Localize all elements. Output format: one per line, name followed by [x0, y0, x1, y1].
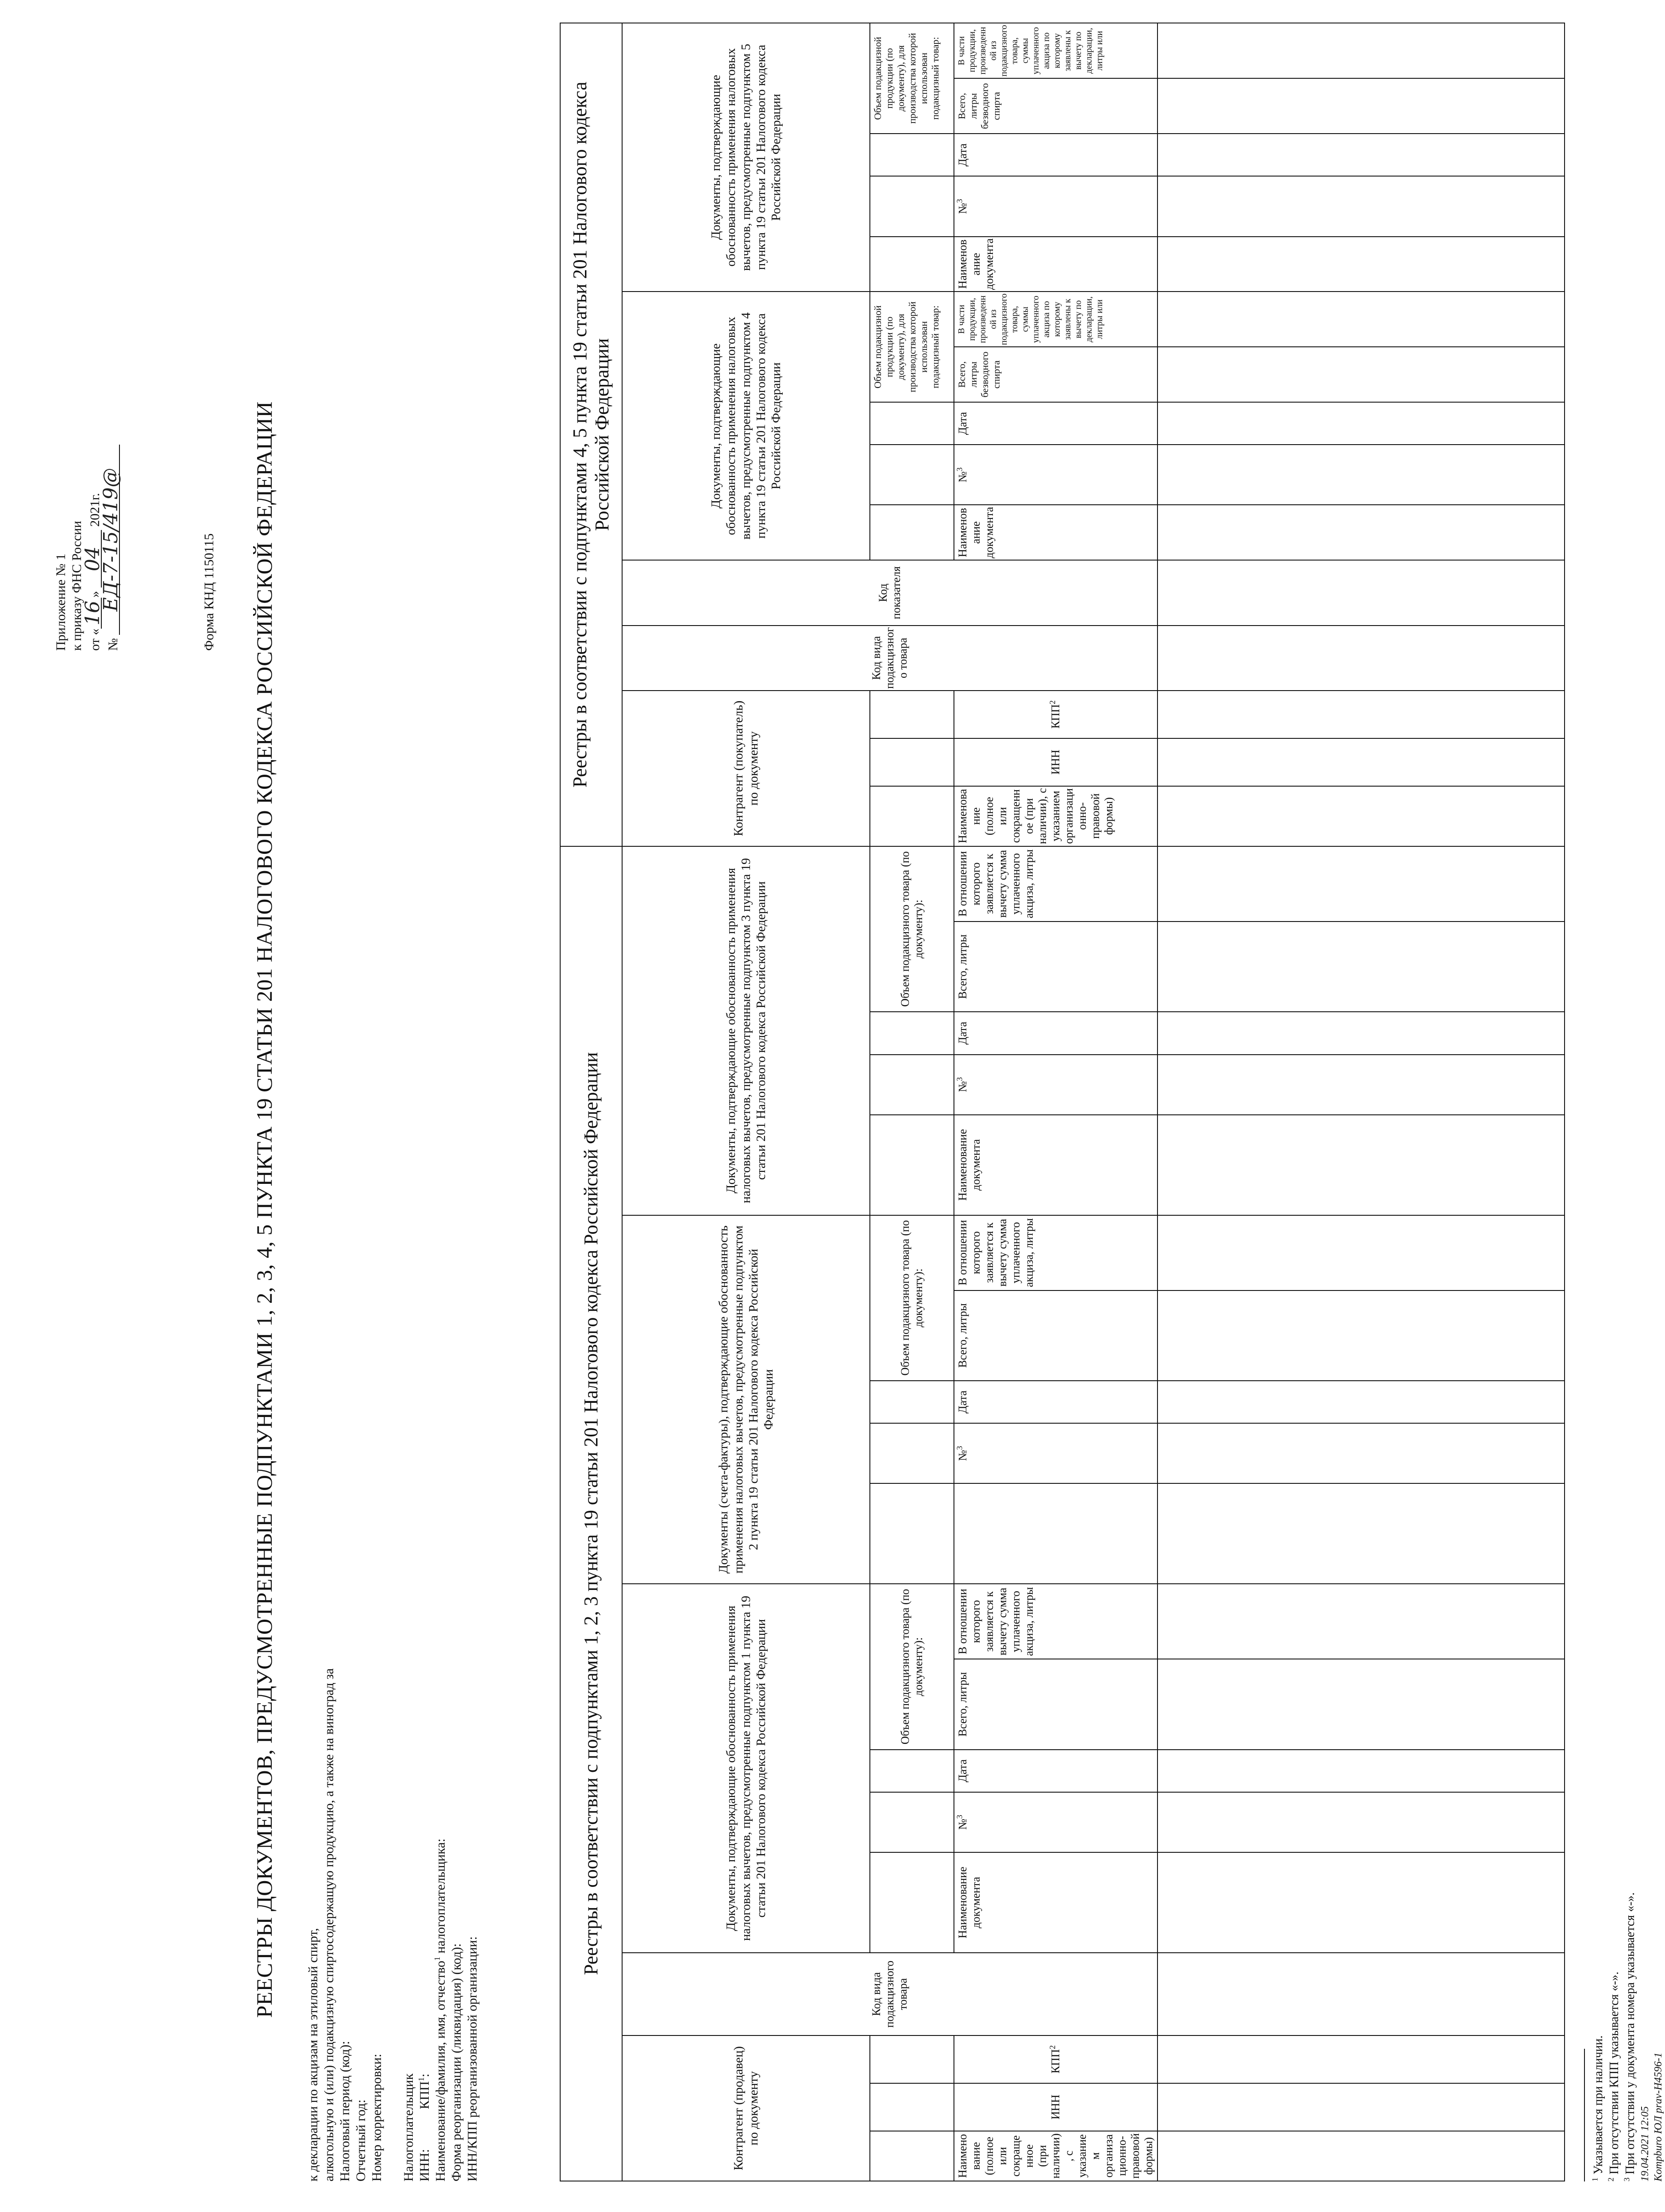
buyer-kpp-col: КПП$^2$ [954, 691, 1157, 738]
volume-goods-header-3: Объем подакцизного товара (по документу): [870, 846, 954, 1012]
appendix-line1: Приложение № 1 [54, 553, 68, 651]
deduct-part-col-2: В отношении которого заявляется к вычету сумма уплаченного акциза, литры [954, 1215, 1157, 1290]
data-cell [1157, 1115, 1565, 1215]
data-cell [1157, 134, 1565, 176]
page-title: РЕЕСТРЫ ДОКУМЕНТОВ, ПРЕДУСМОТРЕННЫЕ ПОДПУНКТАМИ 1, 2, 3, 4, 5 ПУНКТА 19 СТАТЬИ 201 НАЛОГОВОГО КОДЕКСА РОССИЙСКОЙ ФЕДЕРАЦИИ [252, 401, 277, 2018]
code-indicator-header: Код показателя [622, 560, 1157, 625]
taxpayer-name-line: Наименование/фамилия, имя, отчество$^1$ налогоплательщика: [433, 1838, 448, 2181]
docs-sub5-group: Документы, подтверждающие обоснованность применения налоговых вычетов, предусмотренные подпунктом 5 пункта 19 статьи 201 Налогового кодекса Российской Федерации [622, 23, 870, 292]
report-year-field: Отчетный год: [354, 2099, 368, 2181]
date-month: 04 [85, 530, 102, 588]
deduct-part-col-1: В отношении которого заявляется к вычету сумма уплаченного акциза, литры [954, 1584, 1157, 1659]
tax-period-field: Налоговый период (код): [338, 2041, 352, 2181]
doc-num-col-2: №$^3$ [954, 1423, 1157, 1483]
print-stamp-2: Kompburo ЮЛ prav-H4596-1 [1653, 2052, 1664, 2181]
footnote-2: $^2$ При отсутствии КПП указывается «-». [1606, 1971, 1621, 2181]
doc-num-col-1: №$^3$ [954, 1792, 1157, 1852]
registry-table [560, 23, 1565, 2181]
doc-num-col-4: №$^3$ [954, 445, 1157, 505]
doc-num-col-5: №$^3$ [954, 177, 1157, 237]
blank-cell [870, 1483, 954, 1584]
doc-date-col-3: Дата [954, 1012, 1157, 1054]
doc-date-col-4: Дата [954, 402, 1157, 445]
appendix-date: от «16» 04 2021г. [81, 493, 104, 651]
data-cell [1157, 505, 1565, 560]
data-cell [1157, 1750, 1565, 1792]
deduct-part-col-3: В отношении которого заявляется к вычету сумма уплаченного акциза, литры [954, 846, 1157, 922]
print-stamp-1: 19.04.2021 12:05 [1639, 2106, 1651, 2181]
volume-product-header-5: Объем подакцизной продукции (по документу), для производства которой использован подакцизный товар: [870, 23, 954, 134]
seller-kpp-col: КПП$^2$ [954, 2035, 1157, 2083]
blank-cell [870, 134, 954, 176]
data-cell [1157, 402, 1565, 445]
data-cell [1157, 1215, 1565, 1290]
blank-cell [870, 2083, 954, 2131]
total-anhydrous-col-5: Всего, литры безводного спирта [954, 78, 1157, 134]
data-cell [1157, 846, 1565, 922]
code-goods-header: Код вида подакцизного товара [622, 1953, 1157, 2035]
total-liters-col-1: Всего, литры [954, 1659, 1157, 1749]
blank-cell [870, 1055, 954, 1115]
data-cell [1157, 922, 1565, 1012]
reorg-form-field: Форма реорганизации (ликвидация) (код): [449, 1943, 464, 2181]
section1-header: Реестры в соответствии с подпунктами 1, 2, 3 пункта 19 статьи 201 Налогового кодекса Российской Федерации [560, 846, 622, 2181]
data-cell [1157, 1381, 1565, 1423]
data-cell [1157, 626, 1565, 691]
total-liters-col-2: Всего, литры [954, 1290, 1157, 1381]
data-cell [1157, 1659, 1565, 1749]
footnotes [1591, 1297, 1665, 2181]
docs-sub4-group: Документы, подтверждающие обоснованность применения налоговых вычетов, предусмотренные подпунктом 4 пункта 19 статьи 201 Налогового кодекса Российской Федерации [622, 292, 870, 560]
data-cell [1157, 1584, 1565, 1659]
reorg-inn-field: ИНН/КПП реорганизованной организации: [465, 1936, 480, 2181]
data-cell [1157, 1792, 1565, 1852]
blank-cell [870, 2131, 954, 2181]
blank-cell [870, 237, 954, 292]
total-anhydrous-col-4: Всего, литры безводного спирта [954, 347, 1157, 402]
inn-label: ИНН: [417, 2149, 432, 2181]
data-cell [1157, 1483, 1565, 1584]
docs-sub2-group: Документы (счета-фактуры), подтверждающие обоснованность применения налоговых вычетов, предусмотренные подпунктом 2 пункта 19 статьи 201 Налогового кодекса Российской Федерации [622, 1215, 870, 1584]
doc-num-col-3: №$^3$ [954, 1055, 1157, 1115]
intro-line1: к декларации по акцизам на этиловый спирт, [306, 1928, 320, 2181]
blank-cell [870, 1792, 954, 1852]
taxpayer-label: Налогоплательщик [401, 2073, 416, 2181]
blank-cell [870, 691, 954, 738]
volume-product-header-4: Объем подакцизной продукции (по документу), для производства которой использован подакцизный товар: [870, 292, 954, 402]
blank-cell [870, 1750, 954, 1792]
blank-cell [870, 1381, 954, 1423]
data-cell [1157, 1012, 1565, 1054]
blank-cell [870, 1115, 954, 1215]
data-cell [1157, 237, 1565, 292]
blank-cell [954, 1483, 1157, 1584]
kpp-footnote-ref: 1 [417, 2077, 426, 2081]
buyer-group: Контрагент (покупатель) по документу [622, 691, 870, 846]
blank-cell [870, 1423, 954, 1483]
data-cell [1157, 1290, 1565, 1381]
inn-kpp-line: ИНН:КПП$^1$: [417, 2073, 432, 2181]
volume-goods-header-1: Объем подакцизного товара (по документу): [870, 1584, 954, 1749]
blank-cell [870, 2035, 954, 2083]
total-liters-col-3: Всего, литры [954, 922, 1157, 1012]
section2-header: Реестры в соответствии с подпунктами 4, 5 пункта 19 статьи 201 Налогового кодекса Российской Федерации [560, 23, 622, 846]
data-cell [1157, 1852, 1565, 1953]
blank-cell [870, 786, 954, 846]
data-cell [1157, 738, 1565, 786]
doc-date-col-2: Дата [954, 1381, 1157, 1423]
footnote-1: $^1$ Указывается при наличии. [1590, 2035, 1605, 2181]
kpp-label: КПП [417, 2081, 432, 2109]
blank-cell [870, 445, 954, 505]
doc-name-col-5: Наименование документа [954, 237, 1157, 292]
appendix-line2: к приказу ФНС России [69, 521, 84, 651]
docs-sub1-group: Документы, подтверждающие обоснованность применения налоговых вычетов, предусмотренные подпунктом 1 пункта 19 статьи 201 Налогового кодекса Российской Федерации [622, 1584, 870, 1953]
doc-date-col-1: Дата [954, 1750, 1157, 1792]
seller-name-col: Наименование (полное или сокращенное (при наличии), с указанием организационно-правовой формы) [954, 2131, 1157, 2181]
data-cell [1157, 347, 1565, 402]
data-cell [1157, 1953, 1565, 2035]
data-cell [1157, 1055, 1565, 1115]
doc-name-col-1: Наименование документа [954, 1852, 1157, 1953]
blank-cell [870, 177, 954, 237]
part-product-col-5: В части продукции, произведенной из подакцизного товара, суммы уплаченного акциза по которому заявлены к вычету по декларации, литры или [954, 23, 1157, 78]
doc-name-col-3: Наименование документа [954, 1115, 1157, 1215]
blank-cell [870, 1852, 954, 1953]
docs-sub3-group: Документы, подтверждающие обоснованность применения налоговых вычетов, предусмотренные подпунктом 3 пункта 19 статьи 201 Налогового кодекса Российской Федерации [622, 846, 870, 1215]
data-cell [1157, 691, 1565, 738]
data-cell [1157, 2035, 1565, 2083]
doc-name-col-4: Наименование документа [954, 505, 1157, 560]
intro-line2: алкогольную и (или) подакцизную спиртосодержащую продукцию, а также на виноград за [322, 1668, 336, 2181]
volume-goods-header-2: Объем подакцизного товара (по документу): [870, 1215, 954, 1381]
footnote-3: $^3$ При отсутствии у документа номера указывается «-». [1622, 1892, 1637, 2181]
doc-date-col-5: Дата [954, 134, 1157, 176]
data-cell [1157, 560, 1565, 625]
date-year: 2021г. [88, 493, 102, 527]
blank-cell [870, 1012, 954, 1054]
buyer-inn-col: ИНН [954, 738, 1157, 786]
data-cell [1157, 786, 1565, 846]
date-day: 16 [85, 598, 102, 629]
order-number: ЕД-7-15/419@ [103, 445, 120, 635]
form-code: Форма КНД 1150115 [202, 533, 216, 651]
data-cell [1157, 2131, 1565, 2181]
blank-cell [870, 738, 954, 786]
seller-group: Контрагент (продавец) по документу [622, 2035, 870, 2181]
data-cell [1157, 177, 1565, 237]
data-cell [1157, 1423, 1565, 1483]
data-cell [1157, 2083, 1565, 2131]
appendix-block [53, 341, 121, 651]
data-cell [1157, 23, 1565, 78]
appendix-number: № ЕД-7-15/419@ [103, 341, 121, 651]
blank-cell [870, 402, 954, 445]
footnote-rule [1584, 2049, 1585, 2181]
code-goods-header-2: Код вида подакцизного товара [622, 626, 1157, 691]
data-cell [1157, 78, 1565, 134]
header-fields [305, 1031, 481, 2181]
blank-cell [870, 505, 954, 560]
buyer-name-col: Наименование (полное или сокращенное (при наличии), с указанием организационно-правовой формы) [954, 786, 1157, 846]
part-product-col-4: В части продукции, произведенной из подакцизного товара, суммы уплаченного акциза по которому заявлены к вычету по декларации, литры или [954, 292, 1157, 347]
correction-number-field: Номер корректировки: [369, 2054, 384, 2181]
data-cell [1157, 445, 1565, 505]
data-cell [1157, 292, 1565, 347]
seller-inn-col: ИНН [954, 2083, 1157, 2131]
